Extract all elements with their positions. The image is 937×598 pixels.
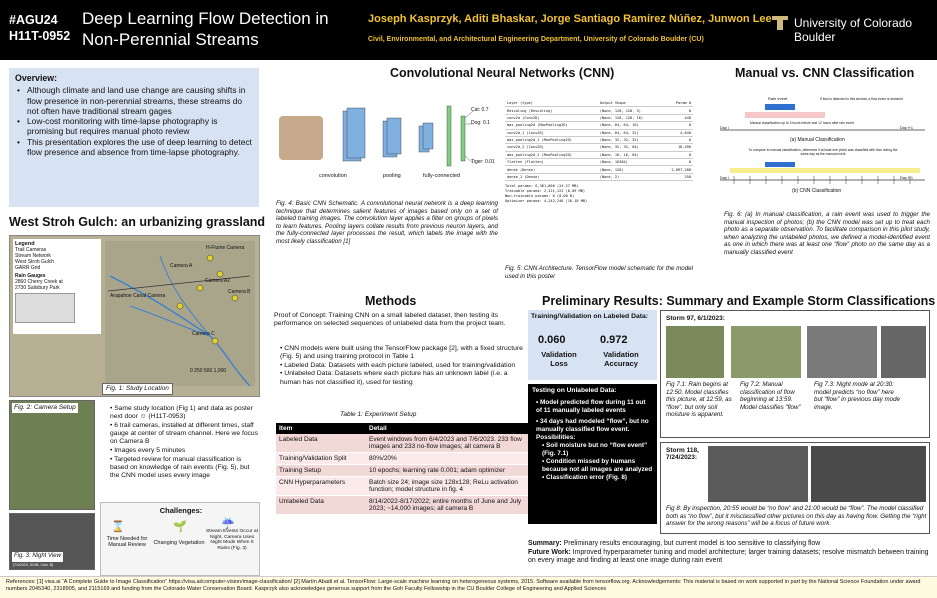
cnn-layer-row: flatten (Flatten) (None, 16384) 0 bbox=[507, 160, 691, 165]
fig72-caption: Fig 7.2: Manual classification of flow beginning at 13:59. Model classifies “flow” bbox=[740, 381, 801, 411]
summary bbox=[528, 540, 930, 566]
challenges-title: Challenges: bbox=[159, 506, 203, 515]
map-label: H-Flume Camera bbox=[206, 245, 245, 251]
output-label: Dog: 0.1 bbox=[471, 120, 490, 126]
test-item: • Model predicted flow during 11 out of 11 manually labeled events bbox=[536, 399, 646, 414]
poster-header bbox=[0, 0, 937, 60]
legend-item: Trail Cameras bbox=[15, 247, 47, 253]
footer-text: References: [1] visa.ai “A Complete Guide to Image Classification” https://visa.ai/computer-vision/image-classification/ [2] Martín Abadi et al. TensorFlow: Large-scale machine learning on heterogeneous systems, 2015. Software available from tensorflow.org. Acknowledgements: This material is based on work supported in part by the National Science Foundation under award numbers 2045340, 2318905, and 2115169 and funding from the Colorado Water Conservation Board. Kasprzyk also acknowledges generous support from the Goh Faculty Fellowship in the CU Boulder College of Engineering and Applied Sciences bbox=[6, 579, 921, 592]
day-label: Day i bbox=[720, 176, 729, 180]
testing-box bbox=[528, 384, 657, 524]
night-view-photo bbox=[9, 513, 95, 570]
cnn-layer-row: dense_1 (Dense) (None, 2) 258 bbox=[507, 174, 691, 179]
plant-icon: 🌱 bbox=[173, 521, 187, 533]
map-label: Camera A2 bbox=[205, 278, 231, 284]
storm118-panel bbox=[660, 442, 930, 534]
cnn-layer-row: conv2d (Conv2D) (None, 128, 128, 16) 448 bbox=[507, 115, 691, 120]
methods-title: Methods bbox=[365, 294, 417, 308]
accuracy-value: 0.972 bbox=[600, 334, 628, 346]
fig72-photo bbox=[731, 326, 801, 378]
cnn-layer-row: max_pooling2d_2 (MaxPooling2D) (None, 16, 16, 64) 0 bbox=[507, 152, 691, 157]
site-bullets bbox=[110, 405, 260, 480]
challenge-label: Stream Events Occur at Night, Camera Uses Night Mode When It Rains (Fig. 3) bbox=[206, 529, 258, 551]
storm1-title: Storm 97, 6/1/2023: bbox=[666, 315, 725, 322]
cnn-title: Convolutional Neural Networks (CNN) bbox=[390, 66, 615, 80]
classification-diagram bbox=[720, 88, 930, 208]
cnn-schematic bbox=[271, 96, 499, 196]
methods-intro: Proof of Concept: Training CNN on a small labeled dataset, then testing its performance on selected sequences of unlabeled data from the project team. bbox=[274, 312, 506, 328]
study-map bbox=[9, 235, 260, 397]
cnn-layer-row: Rescaling (Rescaling) (None, 128, 128, 3) 0 bbox=[507, 108, 691, 113]
fig71-photo bbox=[666, 326, 724, 378]
table-row: Training Setup 10 epochs; learning rate 0.001; adam optimizer bbox=[276, 465, 528, 477]
cnn-table-header: Layer (type) Output Shape Param # bbox=[507, 101, 691, 106]
map-scale: 0 250 500 1,000 bbox=[190, 368, 227, 374]
overview-item: • Low-cost monitoring with time-lapse photography is promising but requires manual photo review bbox=[25, 116, 253, 137]
cnn-layer-row: conv2d_1 (Conv2D) (None, 64, 64, 32) 4,640 bbox=[507, 130, 691, 135]
loss-value: 0.060 bbox=[538, 334, 566, 346]
overview-item: • Although climate and land use change are causing shifts in flow presence in non-perennial streams, these streams do not often have traditional stream gages bbox=[25, 85, 253, 116]
table1-title: Table 1: Experiment Setup bbox=[340, 411, 417, 418]
footer bbox=[0, 576, 937, 598]
flow-note: If flow is detected in this window, a flow event is declared bbox=[820, 97, 904, 101]
fig1-caption: Fig. 1: Study Location bbox=[102, 383, 173, 395]
challenges-box bbox=[100, 502, 260, 576]
site-bullet: • Targeted review for manual classification is based on knowledge of rain events (Fig. 5), but the CNN model uses every image bbox=[110, 456, 250, 479]
fig5-caption: Fig. 5: CNN Architecture. TensorFlow model schematic for the model used in this poster bbox=[505, 265, 693, 280]
fig73-photo bbox=[807, 326, 877, 378]
table-row: Unlabeled Data 8/14/2022-8/17/2022; entire months of June and July 2023; ~14,000 images; all camera B bbox=[276, 496, 528, 515]
poster-title-line1: Deep Learning Flow Detection in bbox=[82, 9, 329, 28]
fig8-photo-right bbox=[811, 446, 926, 502]
diagram-label: pooling bbox=[383, 173, 401, 179]
department: Civil, Environmental, and Architectural Engineering Department, University of Colorado Boulder (CU) bbox=[368, 36, 704, 43]
subfig-b-label: (b) CNN Classification bbox=[792, 188, 842, 194]
site-title: West Stroh Gulch: an urbanizing grassland bbox=[9, 215, 266, 229]
cnn-architecture bbox=[505, 100, 695, 204]
map-label: Camera C bbox=[192, 331, 215, 337]
output-label: Tiger: 0.01 bbox=[471, 159, 495, 165]
cnn-totals: Total params: 6,361,868 (24.27 MB) Trainable params: 2,121,122 (8.09 MB) Non-trainable params: 0 (0.00 B) Optimizer params: 4,242,246 (16.18 MB) bbox=[505, 184, 588, 204]
cu-logo-icon bbox=[770, 13, 790, 33]
window-note: Manual classification up to 3 hours before and 12 hours after rain event bbox=[750, 121, 854, 125]
tag-code: H11T-0952 bbox=[9, 29, 71, 43]
cnn-layer-row: conv2d_2 (Conv2D) (None, 32, 32, 64) 18,496 bbox=[507, 145, 691, 150]
site-bullet: • Images every 5 minutes bbox=[110, 447, 186, 454]
map-label: Camera B bbox=[228, 289, 251, 295]
manual-title: Manual vs. CNN Classification bbox=[735, 66, 915, 80]
poster-title-line2: Non-Perennial Streams bbox=[82, 30, 259, 49]
accuracy-label: Validation Accuracy bbox=[603, 350, 639, 368]
fig73-extra-photo bbox=[881, 326, 926, 378]
table-header: Item Detail bbox=[276, 423, 528, 434]
rain-event-label: Rain event bbox=[768, 96, 788, 101]
tv-title: Training/Validation on Labeled Data: bbox=[531, 313, 649, 320]
day-label: Day i+1 bbox=[900, 126, 913, 130]
storm2-title: Storm 118, 7/24/2023: bbox=[666, 447, 699, 461]
fig3-caption: Fig. 3: Night View bbox=[12, 552, 63, 562]
storm97-panel bbox=[660, 310, 930, 438]
loss-label: Validation Loss bbox=[541, 350, 577, 368]
cnn-note: To compare to manual classification, determine if at least one photo was classified with flow during the same day as the manual event bbox=[748, 148, 898, 156]
overview-item: • This presentation explores the use of deep learning to detect flow presence and absence from time-lapse photography. bbox=[25, 137, 253, 158]
rain-cloud-icon: ☔ bbox=[221, 518, 235, 530]
output-label: Cat: 0.7 bbox=[471, 107, 489, 113]
results-title: Preliminary Results: Summary and Example Storm Classifications bbox=[542, 294, 936, 308]
fig4-caption: Fig. 4: Basic CNN Schematic. A convolutional neural network is a deep learning technique that determines salient features of images based only on a set of labeled training images. The convolution layer applies a filter on groups of pixels to learn features. Pooling layers collate results from previous neuron layers, and the fully-connected layer processes the result, which labels the image with the most likely classification [1] bbox=[276, 200, 498, 245]
map-label: Camera A bbox=[170, 263, 193, 269]
diagram-label: fully-connected bbox=[423, 173, 460, 179]
day-label: Day i+1 bbox=[900, 176, 913, 180]
training-box bbox=[528, 310, 657, 380]
test-subitem: ▪ Soil moisture but no “flow event” (Fig. 7.1) bbox=[542, 442, 648, 457]
methods-bullets bbox=[280, 345, 528, 387]
map-legend: Legend Trail Cameras Stream Network West Stroh Gulch GARR Grid Rain Gauges 2860 Cherry Creek at 2730 Salisbury Park bbox=[13, 239, 101, 334]
camera-setup-photo bbox=[9, 400, 95, 510]
fig8-photo-left bbox=[708, 446, 808, 502]
site-bullet: • Same study location (Fig 1) and data as poster next door ☺ (H11T-0953) bbox=[110, 405, 253, 420]
legend-item: 2860 Cherry Creek at bbox=[15, 279, 63, 285]
hourglass-icon: ⌛ bbox=[111, 521, 125, 533]
site-bullet: • 6 trail cameras, installed at different times, staff gauge at center of stream channel. Here we focus on Camera B bbox=[110, 422, 258, 445]
fig2-caption: Fig. 2: Camera Setup bbox=[14, 404, 76, 411]
experiment-table bbox=[276, 423, 528, 515]
test-subitem: ▪ Classification error (Fig. 8) bbox=[542, 474, 628, 481]
cnn-layer-row: max_pooling2d_1 (MaxPooling2D) (None, 32, 32, 32) 0 bbox=[507, 138, 691, 143]
legend-item: West Stroh Gulch bbox=[15, 259, 55, 265]
diagram-label: convolution bbox=[319, 173, 347, 179]
fig8-caption: Fig 8: By inspection, 20:55 would be “no flow” and 21:00 would be “flow”. The model classified both as “no flow”, but it misclassified other pictures on this day as having flow. Getting the “right answer for the wrong reasons” will be a focus of future work. bbox=[666, 505, 927, 528]
summary-label: Summary: bbox=[528, 540, 562, 547]
day-label: Day i bbox=[720, 126, 729, 130]
legend-item: Stream Network bbox=[15, 253, 51, 259]
table-row: Labeled Data Event windows from 6/4/2023 and 7/6/2023. 233 flow images and 233 no-flow images; all camera B bbox=[276, 434, 528, 453]
challenge-label: Changing Vegetation bbox=[153, 540, 205, 546]
test-title: Testing on Unlabeled Data: bbox=[532, 387, 617, 394]
fig73-caption: Fig 7.3: Night mode at 20:30: model predicts “no flow” here but “flow” in previous day mode image. bbox=[814, 381, 900, 411]
challenge-label: Time Needed for Manual Review bbox=[106, 536, 148, 549]
methods-bullet: • Labeled Data: Datasets with each picture labeled, used for training/validation bbox=[280, 361, 516, 369]
methods-bullet: • Unlabeled Data: Datasets where each picture has an unknown label (i.e. a human has not classified it), used for testing bbox=[280, 370, 508, 386]
overview-box bbox=[9, 68, 259, 207]
fig6-caption: Fig. 6: (a) In manual classification, a rain event was used to trigger the manual inspection of photos; (b) the CNN model was set up to treat each photo as a separate observation. To facilitate comparison in this pilot study, when analyzing the unlabeled photos, we defined a model-identified event as one in which there was at least one “flow” photo on the same day as a manually classified event bbox=[724, 211, 930, 256]
legend-item: GARR Grid bbox=[15, 265, 41, 271]
tag-agu: #AGU24 bbox=[9, 13, 58, 27]
subfig-a-label: (a) Manual Classification bbox=[790, 137, 845, 143]
university-name: University of Colorado Boulder bbox=[794, 16, 913, 44]
future-label: Future Work: bbox=[528, 548, 571, 556]
fig3-stamp: (7/4/2023, 20:55, Cam. B) bbox=[13, 563, 54, 567]
methods-bullet: • CNN models were built using the TensorFlow package [2], with a fixed structure (Fig. 5) and using training protocol in Table 1 bbox=[280, 345, 523, 361]
authors: Joseph Kasprzyk, Aditi Bhaskar, Jorge Santiago Ramírez Núñez, Junwon Lee bbox=[368, 13, 772, 25]
overview-title: Overview: bbox=[15, 73, 58, 83]
table-row: Training/Validation Split 80%/20% bbox=[276, 453, 528, 465]
cnn-layer-row: max_pooling2d (MaxPooling2D) (None, 64, 64, 16) 0 bbox=[507, 123, 691, 128]
map-label: Arapahoe Canal Camera bbox=[110, 293, 166, 299]
fig71-caption: Fig 7.1: Rain begins at 12:50. Model classifies this picture, at 12:59, as “flow”, but only soil moisture is apparent. bbox=[666, 381, 732, 419]
inset-map bbox=[15, 293, 75, 323]
cnn-layer-row: dense (Dense) (None, 128) 2,097,280 bbox=[507, 167, 691, 172]
test-subitem: ▪ Condition missed by humans because not all images are analyzed bbox=[542, 458, 653, 473]
future-text: Improved hyperparameter tuning and model architecture; larger training datasets; resolve mismatch between training on every image and finding at least one image during rain event bbox=[528, 548, 929, 564]
table-row: CNN Hyperparameters Batch size 24; image size 128x128; ReLu activation function; model structure in fig. 4 bbox=[276, 477, 528, 496]
summary-text: Preliminary results encouraging, but current model is too sensitive to classifying flow bbox=[563, 540, 821, 547]
legend-item: 2730 Salisbury Park bbox=[15, 285, 60, 291]
test-item: • 34 days had modeled “flow”, but no manually classified flow event. Possibilities: bbox=[536, 418, 649, 441]
